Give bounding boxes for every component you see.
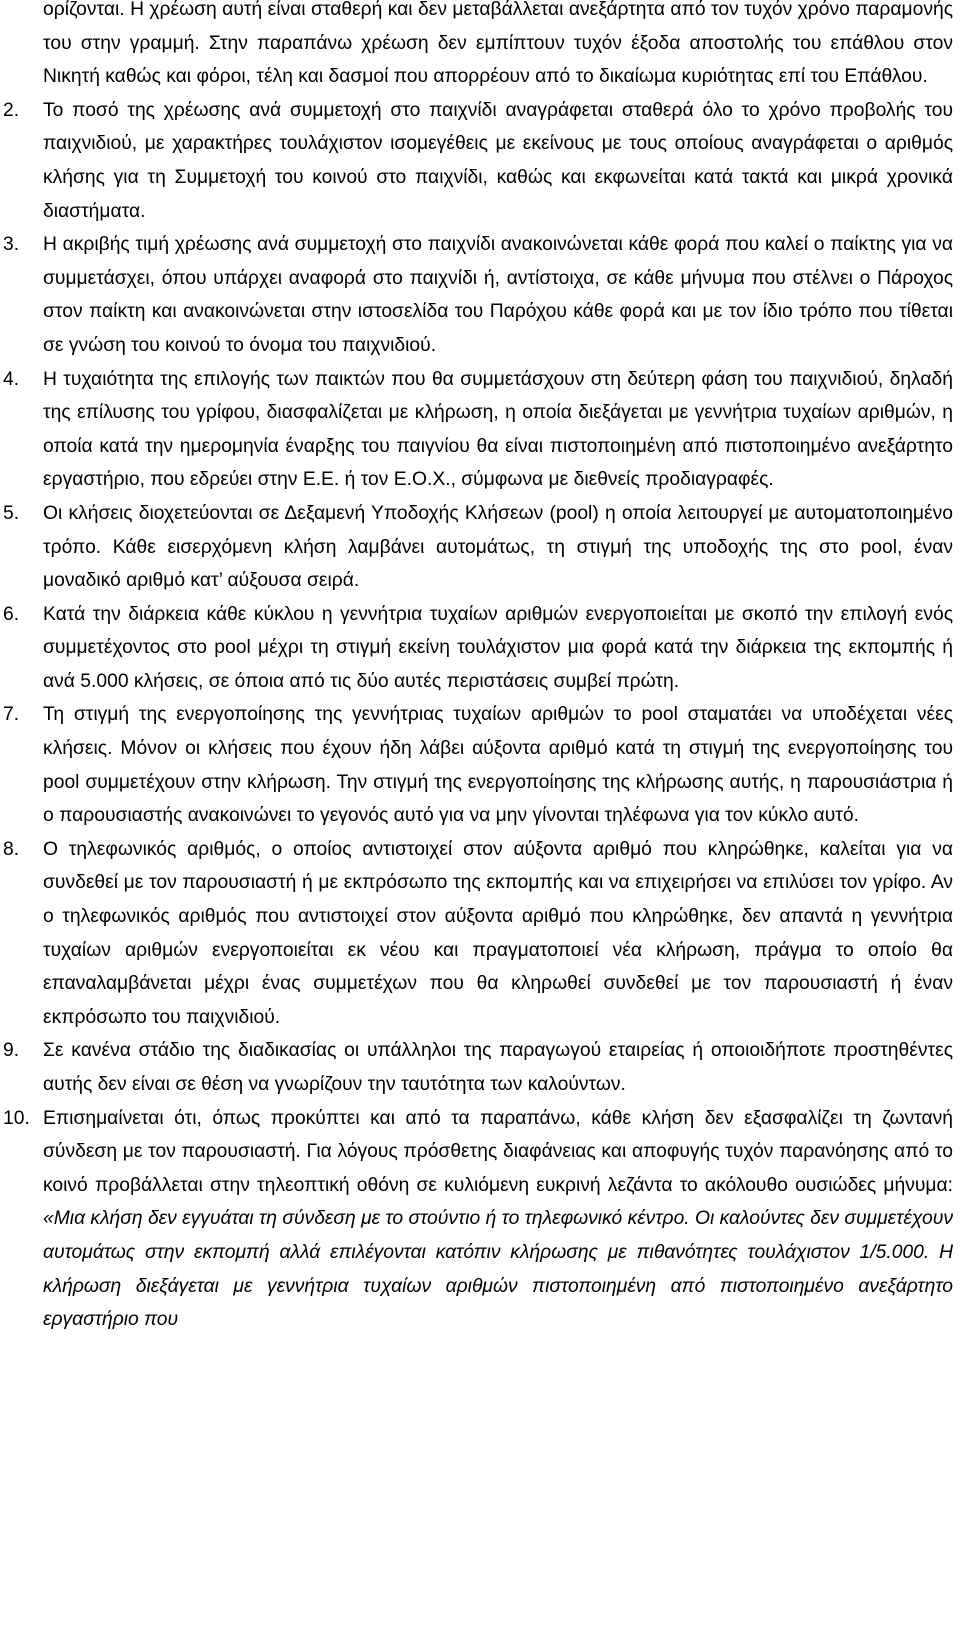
item-number: 10. bbox=[3, 1107, 30, 1129]
item-number: 5. bbox=[3, 502, 20, 524]
list-item-6 bbox=[3, 598, 953, 699]
item-text: Η τυχαιότητα της επιλογής των παικτών που θα συμμετάσχουν στη δεύτερη φάση του παιχνιδιού, δηλαδή της επίλυσης του γρίφου, διασφαλίζεται με κλήρωση, η οποία διεξάγεται με γεννήτρια τυχαίων αριθμών, η οποία κατά την ημερομηνία έναρξης του παιγνίου θα είναι πιστοποιημένη από πιστοποιημένο ανεξάρτητο εργαστήριο, που εδρεύει στην Ε.Ε. ή τον Ε.Ο.Χ., σύμφωνα με διεθνείς προδιαγραφές. bbox=[43, 368, 953, 491]
list-item-5 bbox=[3, 497, 953, 598]
item-number: 7. bbox=[3, 704, 20, 726]
item-number: 4. bbox=[3, 368, 20, 390]
item-number: 2. bbox=[3, 99, 20, 121]
list-item-4 bbox=[3, 363, 953, 497]
numbered-list bbox=[3, 94, 953, 1337]
item-text: Οι κλήσεις διοχετεύονται σε Δεξαμενή Υποδοχής Κλήσεων (pool) η οποία λειτουργεί με αυτοματοποιημένο τρόπο. Κάθε εισερχόμενη κλήση λαμβάνει αυτομάτως, τη στιγμή της υποδοχής της στο pool, έναν μοναδικό αριθμό κατ’ αύξουσα σειρά. bbox=[43, 502, 953, 592]
item-text: Τη στιγμή της ενεργοποίησης της γεννήτριας τυχαίων αριθμών το pool σταματάει να υποδέχεται νέες κλήσεις. Μόνον οι κλήσεις που έχουν ήδη λάβει αύξοντα αριθμό κατά τη στιγμή της ενεργοποίησης του pool συμμετέχουν στην κλήρωση. Την στιγμή της ενεργοποίησης της κλήρωσης αυτής, η παρουσιάστρια ή ο παρουσιαστής ανακοινώνει το γεγονός αυτό για να μην γίνονται τηλέφωνα για τον κύκλο αυτό. bbox=[43, 704, 953, 827]
list-item-2 bbox=[3, 94, 953, 228]
intro-continuation-paragraph: ορίζονται. Η χρέωση αυτή είναι σταθερή και δεν μεταβάλλεται ανεξάρτητα από τον τυχόν χρόνο παραμονής του στην γραμμή. Στην παραπάνω χρέωση δεν εμπίπτουν τυχόν έξοδα αποστολής του επάθλου στον Νικητή καθώς και φόροι, τέλη και δασμοί που απορρέουν από το δικαίωμα κυριότητας επί του Επάθλου. bbox=[43, 0, 953, 88]
item-text: Το ποσό της χρέωσης ανά συμμετοχή στο παιχνίδι αναγράφεται σταθερά όλο το χρόνο προβολής του παιχνιδιού, με χαρακτήρες τουλάχιστον ισομεγέθεις με εκείνους με τους οποίους αναγράφεται ο αριθμός κλήσης για τη Συμμετοχή του κοινού στο παιχνίδι, καθώς και εκφωνείται κατά τακτά και μικρά χρονικά διαστήματα. bbox=[43, 99, 953, 222]
item-number: 3. bbox=[3, 234, 20, 256]
quoted-message-italic: «Μια κλήση δεν εγγυάται τη σύνδεση με το στούντιο ή το τηλεφωνικό κέντρο. Οι καλούντες δεν συμμετέχουν αυτομάτως στην εκπομπή αλλά επιλέγονται κατόπιν κλήρωσης με πιθανότητες τουλάχιστον 1/5.000. Η κλήρωση διεξάγεται με γεννήτρια τυχαίων αριθμών πιστοποιημένη από πιστοποιημένο ανεξάρτητο εργαστήριο που bbox=[43, 1208, 953, 1331]
item-number: 6. bbox=[3, 603, 20, 625]
list-item-3 bbox=[3, 228, 953, 362]
item-text: Η ακριβής τιμή χρέωσης ανά συμμετοχή στο παιχνίδι ανακοινώνεται κάθε φορά που καλεί ο παίκτης για να συμμετάσχει, όπου υπάρχει αναφορά στο παιχνίδι ή, αντίστοιχα, σε κάθε μήνυμα που στέλνει ο Πάροχος στον παίκτη και ανακοινώνεται στην ιστοσελίδα του Παρόχου κάθε φορά και με τον ίδιο τρόπο που τίθεται σε γνώση του κοινού το όνομα του παιχνιδιού. bbox=[43, 234, 953, 356]
list-item-9 bbox=[3, 1034, 953, 1101]
item-text: Σε κανένα στάδιο της διαδικασίας οι υπάλληλοι της παραγωγού εταιρείας ή οποιοιδήποτε προστηθέντες αυτής δεν είναι σε θέση να γνωρίζουν την ταυτότητα των καλούντων. bbox=[43, 1040, 953, 1095]
list-item-7 bbox=[3, 698, 953, 832]
item-number: 8. bbox=[3, 838, 20, 860]
item-number: 9. bbox=[3, 1040, 20, 1062]
list-item-10 bbox=[3, 1102, 953, 1337]
item-text: Κατά την διάρκεια κάθε κύκλου η γεννήτρια τυχαίων αριθμών ενεργοποιείται με σκοπό την επιλογή ενός συμμετέχοντος στο pool μέχρι τη στιγμή εκείνη τουλάχιστον μια φορά κατά την διάρκεια της εκπομπής ή ανά 5.000 κλήσεις, σε όποια από τις δύο αυτές περιστάσεις συμβεί πρώτη. bbox=[43, 603, 953, 692]
list-item-8 bbox=[3, 833, 953, 1035]
item-text: Επισημαίνεται ότι, όπως προκύπτει και από τα παραπάνω, κάθε κλήση δεν εξασφαλίζει τη ζωντανή σύνδεση με τον παρουσιαστή. Για λόγους πρόσθετης διαφάνειας και αποφυγής τυχόν παρανόησης από το κοινό προβάλλεται στην τηλεοπτική οθόνη σε κυλιόμενη ευκρινή λεζάντα το ακόλουθο ουσιώδες μήνυμα: bbox=[43, 1107, 953, 1196]
item-text: Ο τηλεφωνικός αριθμός, ο οποίος αντιστοιχεί στον αύξοντα αριθμό που κληρώθηκε, καλείται για να συνδεθεί με τον παρουσιαστή ή με εκπρόσωπο της εκπομπής και να επιχειρήσει να επιλύσει τον γρίφο. Αν ο τηλεφωνικός αριθμός που αντιστοιχεί στον αύξοντα αριθμό που κληρώθηκε, δεν απαντά η γεννήτρια τυχαίων αριθμών ενεργοποιείται εκ νέου και πραγματοποιεί νέα κλήρωση, πράγμα το οποίο θα επαναλαμβάνεται μέχρι ένας συμμετέχων που θα κληρωθεί συνδεθεί με τον παρουσιαστή ή έναν εκπρόσωπο του παιχνιδιού. bbox=[43, 838, 953, 1028]
